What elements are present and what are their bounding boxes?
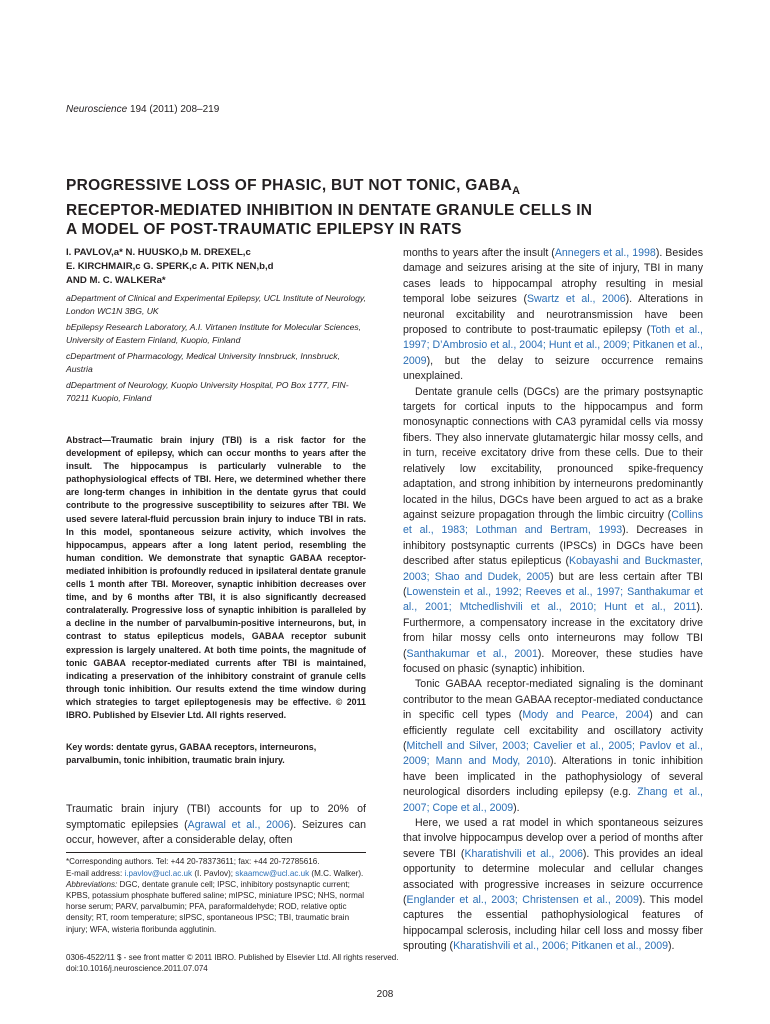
title-line-1 (66, 176, 716, 201)
email-link[interactable]: skaamcw@ucl.ac.uk (235, 868, 310, 878)
journal-name: Neuroscience (66, 104, 128, 115)
introduction-start (66, 802, 366, 848)
email-end: (M.C. Walker). (311, 868, 364, 878)
citation-link[interactable]: Annegers et al., 1998 (554, 247, 656, 259)
title-line-3: A MODEL OF POST-TRAUMATIC EPILEPSY IN RATS (66, 221, 462, 239)
body-paragraph (403, 816, 703, 955)
body-paragraph (403, 385, 703, 678)
paragraph-text: ). This provides an ideal opportunity to determine molecular and cellular changes associated with progressive increases in seizure occurrence ( (403, 847, 703, 907)
paragraph-text: ). Besides damage and seizures arising at the site of injury, TBI in many cases leads to hippocampal atrophy resulting in mesial temporal lobe seizures ( (403, 247, 703, 306)
footnote (66, 852, 366, 934)
email-separator: (I. Pavlov); (192, 868, 236, 878)
paragraph-text: ). Furthermore, a compensatory increase in the excitatory drive from hilar mossy cells onto interneurons may follow TBI ( (403, 601, 703, 660)
page-number: 208 (376, 989, 394, 1000)
intro-text: ). Seizures can occur, however, after a considerable delay, often (66, 818, 367, 847)
title-line-1-text: PROGRESSIVE LOSS OF PHASIC, BUT NOT TONIC, GABA (66, 177, 513, 194)
abbreviations (66, 879, 366, 935)
paragraph-text: ). (513, 801, 520, 814)
email-line (66, 868, 366, 879)
citation-link[interactable]: Mitchell and Silver, 2003; Cavelier et al., 2005; Pavlov et al., 2009; Mann and Mody, 2010 (403, 740, 703, 768)
paragraph-text: ) and can efficiently regulate cell excitability and oscillatory activity ( (403, 709, 703, 752)
journal-volume-pages: 194 (2011) 208–219 (129, 104, 220, 115)
citation-link[interactable]: Lowenstein et al., 1992; Reeves et al., 1997; Santhakumar et al., 2001; Mtchedlishvili et al., 2010; Hunt et al., 2011 (403, 585, 703, 614)
email-link[interactable]: i.pavlov@ucl.ac.uk (124, 868, 193, 878)
paragraph-text: ) but are less certain after TBI ( (403, 570, 703, 598)
citation-link[interactable]: Agrawal et al., 2006 (187, 818, 290, 831)
citation-link[interactable]: Kharatishvili et al., 2006; Pitkanen et al., 2009 (453, 940, 669, 953)
paragraph-text: ). Moreover, these studies have focused on phasic (synaptic) inhibition. (403, 647, 703, 675)
abbreviations-text: DGC, dentate granule cell; IPSC, inhibitory postsynaptic current; KPBS, potassium phosphate buffered saline; mIPSC, miniature IPSC; NHS, normal horse serum; PARV, parvalbumin; PFA, paraformaldehyde; ROD, relative optic density; RT, room temperature; sIPSC, spontaneous IPSC; TBI, traumatic brain injury; WFA, wisteria floribunda agglutinin. (66, 879, 365, 934)
citation-link[interactable]: Santhakumar et al., 2001 (406, 647, 538, 660)
citation-link[interactable]: Zhang et al., 2007; Cope et al., 2009 (403, 786, 703, 814)
affiliation: cDepartment of Pharmacology, Medical University Innsbruck, Innsbruck, Austria (66, 351, 340, 374)
affiliations (66, 292, 366, 405)
paragraph-text: ), but the delay to seizure occurrence remains unexplained. (403, 354, 703, 383)
author-list (66, 246, 366, 288)
citation-link[interactable]: Kobayashi and Buckmaster, 2003; Shao and Dudek, 2005 (403, 555, 703, 583)
left-column (66, 246, 366, 935)
keywords: Key words: dentate gyrus, GABAA receptors, interneurons, parvalbumin, tonic inhibition, traumatic brain injury. (66, 742, 317, 766)
corresponding-authors: *Corresponding authors. Tel: +44 20-78373611; fax: +44 20-72785616. (66, 857, 320, 867)
citation-link[interactable]: Toth et al., 1997; D’Ambrosio et al., 2004; Hunt et al., 2009; Pitkanen et al., 2009 (403, 324, 703, 367)
email-label: E-mail address: (66, 868, 125, 878)
paragraph-text: months to years after the insult ( (403, 247, 555, 259)
title-subscript: A (512, 185, 521, 198)
paragraph-text: Dentate granule cells (DGCs) are the primary postsynaptic targets for cortical inputs to the hippocampus and form monosynaptic connections with CA3 pyramidal cells via mossy fibers. They also innervate glutamatergic hilar mossy cells, and in turn, receive excitatory drive from these cells. Due to their relatively low excitability, pronounced spike-frequency adaptation, and strong inhibition by interneurons predominantly located in the hilus, DGCs have been argued to act as a brake against seizure propagation through the limbic circuitry ( (403, 385, 703, 521)
journal-citation (66, 104, 219, 115)
article-title (66, 176, 716, 239)
body-paragraph (403, 246, 703, 385)
author-line: E. KIRCHMAIR,c G. SPERK,c A. PITK NEN,b,d (66, 261, 274, 272)
intro-text: Traumatic brain injury (TBI) accounts for up to 20% of symptomatic epilepsies ( (66, 803, 366, 831)
paragraph-text: ). (668, 940, 675, 953)
paragraph-text: ). Decreases in inhibitory postsynaptic currents (IPSCs) in DGCs have been described after status epilepticus ( (403, 524, 703, 568)
author-line: I. PAVLOV,a* N. HUUSKO,b M. DREXEL,c (66, 247, 251, 258)
paragraph-text: ). Alterations in neuronal excitability and neurotransmission have been proposed to contribute to post-traumatic epilepsy ( (403, 293, 703, 337)
abbreviations-label: Abbreviations: (66, 879, 118, 889)
paragraph-text: Here, we used a rat model in which spontaneous seizures that involve hippocampus develop over a period of months after severe TBI ( (403, 817, 703, 860)
paragraph-text: ). This model captures the essential pathophysiological features of hippocampal sclerosis, including hilar cell loss and mossy fiber sprouting ( (403, 894, 703, 953)
right-column (403, 246, 703, 955)
abstract: Abstract—Traumatic brain injury (TBI) is a risk factor for the development of epilepsy, which can occur months to years after the insult. The hippocampus is particularly vulnerable to the pathophysiological effects of TBI. Here, we determined whether there are long-term changes in inhibition in the dentate gyrus that could contribute to the progressive susceptibility to seizures after TBI. We used severe lateral-fluid percussion brain injury to induce TBI in rats. In this model, spontaneous seizure activity, which involves the hippocampus, appears after a long latent period, resembling the human condition. We demonstrate that synaptic GABAA receptor-mediated inhibition is profoundly reduced in ipsilateral dentate granule cells 1 month after TBI. Moreover, synaptic inhibition decreases over time, and by 6 months after TBI, it is also significantly decreased contralaterally. Progressive loss of synaptic inhibition is paralleled by a decline in the number of parvalbumin-positive interneurons, but, in contrast to status epilepticus models, GABAA receptor subunit expression is largely unaltered. At both time points, the magnitude of tonic GABAA receptor-mediated currents after TBI is maintained, indicating a preservation of the inhibitory constraint of granule cells through tonic inhibition. Our results extend the time window during which strategies to target epileptogenesis may be effective. © 2011 IBRO. Published by Elsevier Ltd. All rights reserved. (66, 435, 366, 720)
affiliation: aDepartment of Clinical and Experimental Epilepsy, UCL Institute of Neurology, London WC1N 3BG, UK (66, 293, 366, 316)
paragraph-text: Tonic GABAA receptor-mediated signaling is the dominant contributor to the mean GABAA receptor-mediated conductance in specific cell types ( (403, 678, 703, 722)
paragraph-text: ). Alterations in tonic inhibition have been implicated in the pathophysiology of several neurological disorders including epilepsy (e.g. (403, 755, 703, 799)
copyright-note (66, 952, 398, 974)
affiliation: bEpilepsy Research Laboratory, A.I. Virtanen Institute for Molecular Sciences, University of Eastern Finland, Kuopio, Finland (66, 322, 362, 345)
title-line-2: RECEPTOR-MEDIATED INHIBITION IN DENTATE GRANULE CELLS IN (66, 202, 593, 220)
citation-link[interactable]: Kharatishvili et al., 2006 (464, 847, 583, 860)
copyright-line: 0306-4522/11 $ - see front matter © 2011 IBRO. Published by Elsevier Ltd. All rights reserved. (66, 953, 399, 962)
affiliation: dDepartment of Neurology, Kuopio University Hospital, PO Box 1777, FIN-70211 Kuopio, Finland (66, 380, 349, 403)
citation-link[interactable]: Swartz et al., 2006 (526, 293, 626, 306)
citation-link[interactable]: Mody and Pearce, 2004 (522, 709, 650, 722)
author-line: AND M. C. WALKERa* (66, 275, 166, 286)
citation-link[interactable]: Englander et al., 2003; Christensen et al., 2009 (406, 894, 639, 907)
body-paragraph (403, 677, 703, 816)
doi-line: doi:10.1016/j.neuroscience.2011.07.074 (66, 964, 208, 973)
citation-link[interactable]: Collins et al., 1983; Lothman and Bertram, 1993 (403, 508, 703, 537)
